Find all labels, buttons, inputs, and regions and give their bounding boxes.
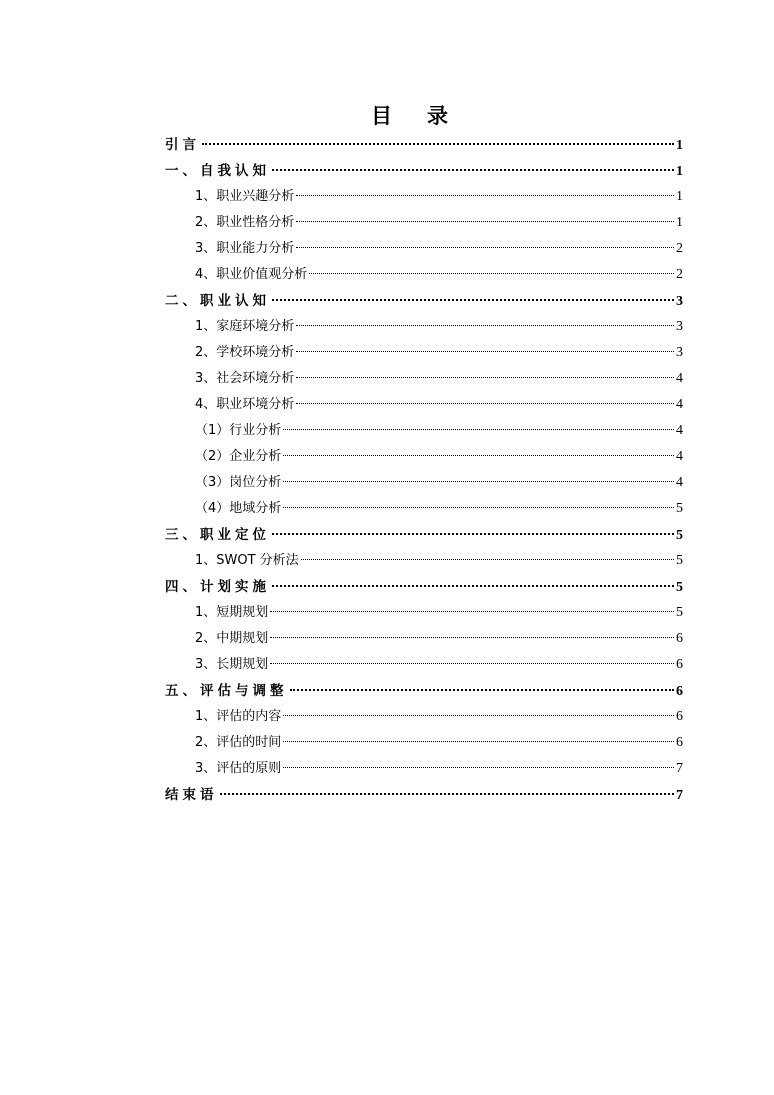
toc-entry-page: 6 [676,735,683,750]
toc-entry-label: （1）行业分析 [195,423,282,438]
toc-entry-page: 4 [676,475,683,490]
toc-entry-page: 6 [676,657,683,672]
toc-entry[interactable] [165,756,683,782]
toc-entry[interactable] [165,626,683,652]
toc-title-part1: 目 [371,104,393,128]
toc-entry-page: 4 [676,423,683,438]
dot-leader [309,272,674,274]
toc-entry-page: 6 [676,684,683,699]
toc-entry-label: 3、职业能力分析 [195,241,295,256]
toc-entry[interactable] [165,730,683,756]
toc-entry[interactable] [165,210,683,236]
toc-entry-page: 7 [676,788,683,803]
toc-entry-page: 6 [676,709,683,724]
dot-leader [296,402,674,404]
toc-entry[interactable] [165,158,683,184]
toc-entry-label: 一、自我认知 [165,163,270,179]
toc-title-part2: 录 [427,104,449,128]
toc-entry-label: 2、学校环境分析 [195,345,295,360]
toc-entry[interactable] [165,496,683,522]
toc-entry[interactable] [165,782,683,808]
toc-entry-label: 三、职业定位 [165,527,270,543]
toc-entry-page: 1 [676,138,683,153]
toc-entry-page: 5 [676,605,683,620]
dot-leader [202,142,674,145]
toc-entry[interactable] [165,652,683,678]
toc-entry[interactable] [165,600,683,626]
dot-leader [272,584,674,587]
toc-entry-page: 1 [676,215,683,230]
toc-entry[interactable] [165,236,683,262]
toc-entry-label: 2、职业性格分析 [195,215,295,230]
toc-entry-page: 1 [676,164,683,179]
dot-leader [283,480,674,482]
toc-entry[interactable] [165,470,683,496]
toc-entry-label: （3）岗位分析 [195,475,282,490]
toc-entry[interactable] [165,522,683,548]
toc-entry-label: 1、评估的内容 [195,709,282,724]
toc-title [0,100,774,130]
toc-entry-page: 5 [676,528,683,543]
toc-entry-page: 1 [676,189,683,204]
toc-entry[interactable] [165,444,683,470]
toc-entry-page: 4 [676,371,683,386]
dot-leader [272,532,674,535]
toc-entry-label: （2）企业分析 [195,449,282,464]
toc-entry-label: 1、SWOT 分析法 [195,553,299,568]
toc-entry-label: 1、职业兴趣分析 [195,189,295,204]
dot-leader [283,766,674,768]
dot-leader [283,714,674,716]
toc-entry-page: 5 [676,501,683,516]
dot-leader [296,220,674,222]
toc-entry-label: 五、评估与调整 [165,683,288,699]
dot-leader [296,324,674,326]
table-of-contents [165,132,683,808]
toc-entry[interactable] [165,132,683,158]
toc-entry[interactable] [165,184,683,210]
dot-leader [270,610,674,612]
toc-entry[interactable] [165,418,683,444]
toc-entry[interactable] [165,548,683,574]
toc-entry-label: 3、评估的原则 [195,761,282,776]
toc-entry-page: 3 [676,345,683,360]
toc-entry-label: 3、社会环境分析 [195,371,295,386]
toc-entry[interactable] [165,574,683,600]
toc-entry-page: 7 [676,761,683,776]
toc-entry-page: 2 [676,241,683,256]
dot-leader [283,740,674,742]
toc-entry-label: 二、职业认知 [165,293,270,309]
toc-entry[interactable] [165,288,683,314]
toc-entry-label: （4）地域分析 [195,501,282,516]
dot-leader [272,298,674,301]
toc-entry[interactable] [165,340,683,366]
dot-leader [296,350,674,352]
toc-entry-label: 4、职业环境分析 [195,397,295,412]
toc-entry-label: 2、评估的时间 [195,735,282,750]
toc-entry-label: 四、计划实施 [165,579,270,595]
dot-leader [272,168,674,171]
toc-entry-page: 3 [676,319,683,334]
dot-leader [220,792,675,795]
dot-leader [270,636,674,638]
dot-leader [283,428,674,430]
toc-entry-label: 2、中期规划 [195,631,269,646]
toc-entry[interactable] [165,392,683,418]
toc-entry[interactable] [165,262,683,288]
toc-entry-page: 4 [676,449,683,464]
toc-entry-label: 引言 [165,137,200,153]
dot-leader [301,558,674,560]
dot-leader [270,662,674,664]
toc-entry-page: 6 [676,631,683,646]
toc-entry[interactable] [165,314,683,340]
dot-leader [296,246,674,248]
toc-entry-label: 3、长期规划 [195,657,269,672]
toc-entry-page: 5 [676,553,683,568]
toc-entry-page: 3 [676,294,683,309]
dot-leader [290,688,675,691]
toc-entry-label: 结束语 [165,787,218,803]
dot-leader [283,454,674,456]
toc-entry[interactable] [165,366,683,392]
dot-leader [283,506,674,508]
toc-entry[interactable] [165,704,683,730]
dot-leader [296,194,674,196]
toc-entry-page: 5 [676,580,683,595]
toc-entry[interactable] [165,678,683,704]
toc-entry-page: 2 [676,267,683,282]
toc-entry-label: 1、短期规划 [195,605,269,620]
toc-entry-page: 4 [676,397,683,412]
toc-entry-label: 4、职业价值观分析 [195,267,308,282]
dot-leader [296,376,674,378]
toc-entry-label: 1、家庭环境分析 [195,319,295,334]
